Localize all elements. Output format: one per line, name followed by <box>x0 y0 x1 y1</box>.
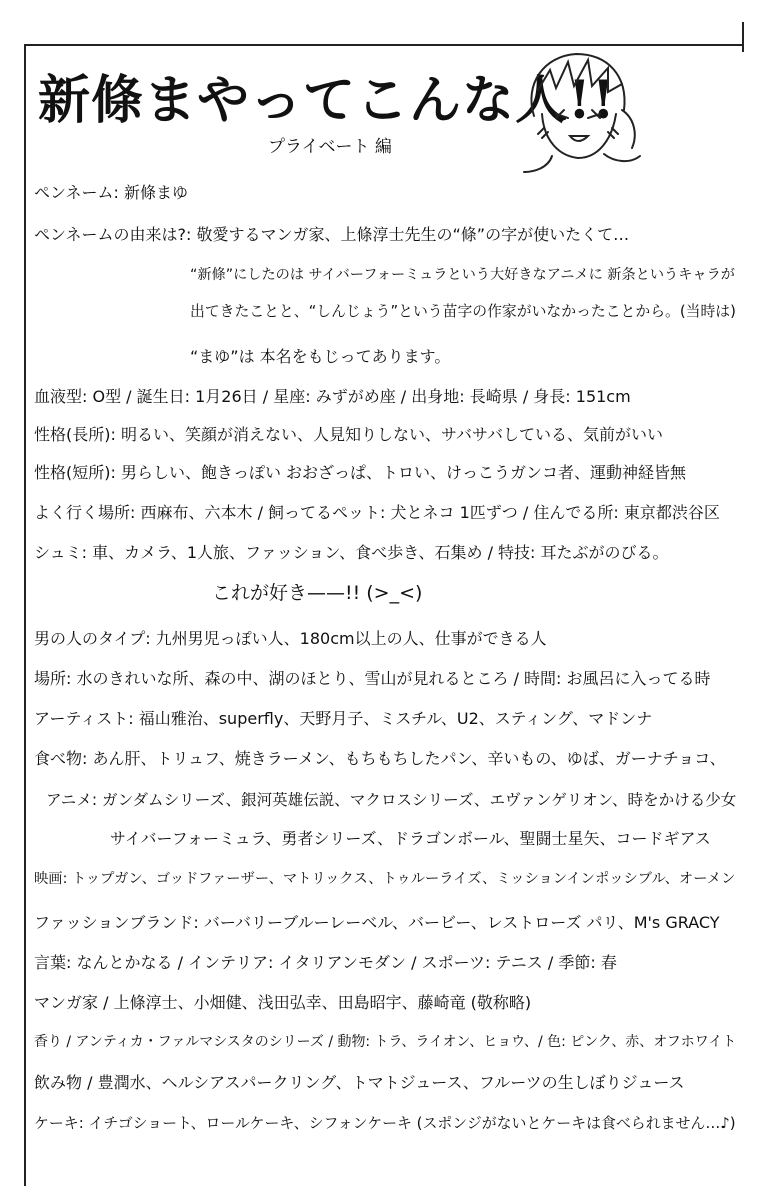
favorite-line: 飲み物 / 豊潤水、ヘルシアスパークリング、トマトジュース、フルーツの生しぼりジュース <box>34 1073 685 1092</box>
favorite-line: ケーキ: イチゴショート、ロールケーキ、シフォンケーキ (スポンジがないとケーキは食べられません…♪) <box>34 1114 736 1132</box>
favorite-line: サイバーフォーミュラ、勇者シリーズ、ドラゴンボール、聖闘士星矢、コードギアス <box>110 829 711 848</box>
favorite-line: 場所: 水のきれいな所、森の中、湖のほとり、雪山が見れるところ / 時間: お風呂に入ってる時 <box>34 669 711 688</box>
favorite-line: マンガ家 / 上條淳士、小畑健、浅田弘幸、田島昭宇、藤崎竜 (敬称略) <box>34 993 532 1012</box>
favorite-line: 食べ物: あん肝、トリュフ、焼きラーメン、もちもちしたパン、辛いもの、ゆば、ガーナチョコ、 <box>34 749 726 768</box>
favorite-line: 香り / アンティカ・ファルマシスタのシリーズ / 動物: トラ、ライオン、ヒョウ、/ 色: ピンク、赤、オフホワイト <box>34 1034 737 1050</box>
page-title: 新條まやってこんな人!! <box>38 70 616 131</box>
page-subtitle: プライベート 編 <box>268 137 392 157</box>
origin-detail-line: “新條”にしたのは サイバーフォーミュラという大好きなアニメに 新条というキャラが <box>190 267 735 283</box>
origin-detail-line: “まゆ”は 本名をもじってあります。 <box>190 347 451 366</box>
weaknesses-line: 性格(短所): 男らしい、飽きっぽい おおざっぱ、トロい、けっこうガンコ者、運動神経皆無 <box>34 463 687 482</box>
page-frame <box>24 44 744 1186</box>
pen-name-origin-line: ペンネームの由来は?: 敬愛するマンガ家、上條淳士先生の“條”の字が使いたくて… <box>34 225 630 244</box>
places-line: よく行く場所: 西麻布、六本木 / 飼ってるペット: 犬とネコ 1匹ずつ / 住んでる所: 東京都渋谷区 <box>34 503 720 522</box>
profile-line: 血液型: O型 / 誕生日: 1月26日 / 星座: みずがめ座 / 出身地: 長崎県 / 身長: 151cm <box>34 387 631 406</box>
favorite-line: アニメ: ガンダムシリーズ、銀河英雄伝説、マクロスシリーズ、エヴァンゲリオン、時をかける少女 <box>46 791 737 809</box>
favorite-line: 言葉: なんとかなる / インテリア: イタリアンモダン / スポーツ: テニス / 季節: 春 <box>34 953 617 972</box>
favorite-line: 男の人のタイプ: 九州男児っぽい人、180cm以上の人、仕事ができる人 <box>34 629 547 648</box>
favorite-line: アーティスト: 福山雅治、superfly、天野月子、ミスチル、U2、スティング、マドンナ <box>34 709 653 728</box>
author-avatar <box>504 44 644 174</box>
favorites-heading: これが好き——!! (>_<) <box>212 582 423 604</box>
strengths-line: 性格(長所): 明るい、笑顔が消えない、人見知りしない、サバサバしている、気前がいい <box>34 425 664 444</box>
favorite-line: 映画: トップガン、ゴッドファーザー、マトリックス、トゥルーライズ、ミッションインポッシブル、オーメン <box>34 871 736 887</box>
origin-detail-line: 出てきたことと、“しんじょう”という苗字の作家がいなかったことから。(当時は) <box>190 303 736 320</box>
pen-name-line: ペンネーム: 新條まゆ <box>34 183 188 202</box>
favorite-line: ファッションブランド: バーバリーブルーレーベル、バービー、レストローズ パリ、M's GRACY <box>34 913 720 932</box>
hobbies-line: シュミ: 車、カメラ、1人旅、ファッション、食べ歩き、石集め / 特技: 耳たぶがのびる。 <box>34 543 669 562</box>
